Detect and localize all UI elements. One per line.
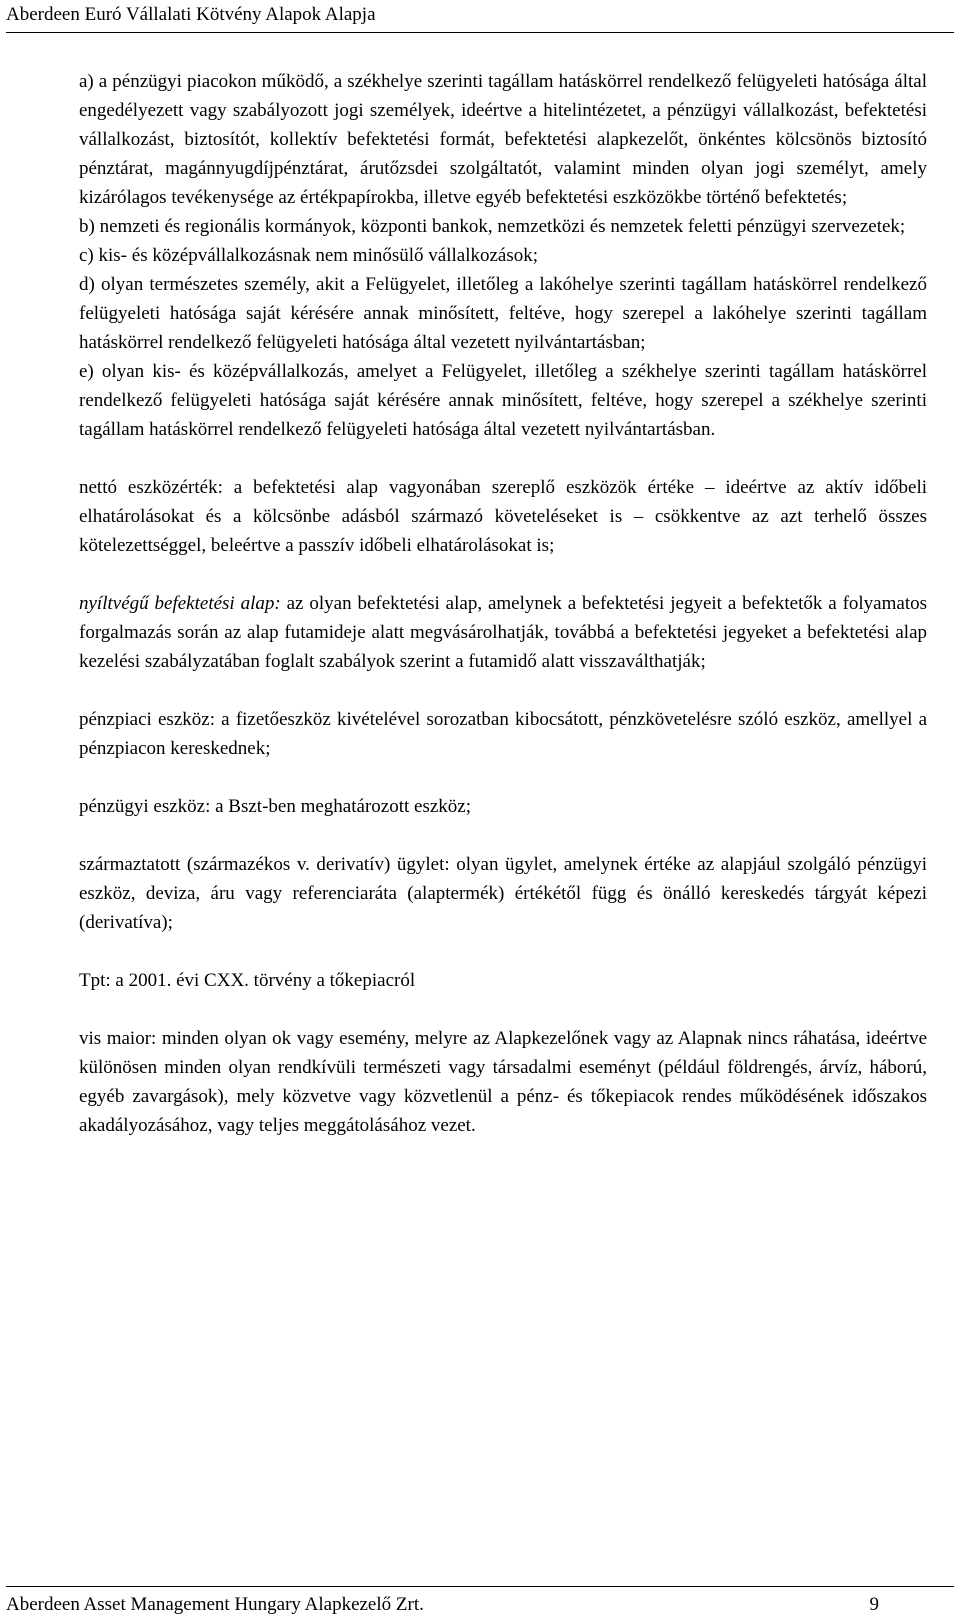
- page-header: [6, 0, 954, 33]
- definition-penzugyi-eszkoz: pénzügyi eszköz: a Bszt-ben meghatározott eszköz;: [79, 796, 471, 817]
- list-item-c: c) kis- és középvállalkozásnak nem minősülő vállalkozások;: [79, 245, 539, 266]
- definition-text: az olyan befektetési alap, amelynek a befektetési jegyeit a befektetők a folyamatos forgalmazás során az alap futamideje alatt megvásárolhatják, továbbá a befektetési jegyeket a befektetési alap kezelési szabályzatában foglalt szabályok szerint a futamidő alatt visszaválthatják;: [79, 593, 927, 672]
- list-item-d: d) olyan természetes személy, akit a Felügyelet, illetőleg a lakóhelye szerinti tagállam hatáskörrel rendelkező felügyeleti hatósága saját kérésére annak minősített, feltéve, hogy szerepel a lakóhelye szerinti tagállam hatáskörrel rendelkező felügyeleti hatósága által vezetett nyilvántartásban;: [79, 274, 927, 353]
- definition-nyiltvegu-alap: [79, 589, 927, 676]
- definition-tpt: Tpt: a 2001. évi CXX. törvény a tőkepiacról: [79, 970, 416, 991]
- definition-szarmaztatott-ugylet: származtatott (származékos v. derivatív) ügylet: olyan ügylet, amelynek értéke az alapjául szolgáló pénzügyi eszköz, deviza, áru vagy referenciaráta (alaptermék) értékétől függ és önálló kereskedés tárgyát képezi (derivatíva);: [79, 854, 927, 933]
- page-number: 9: [869, 1594, 879, 1615]
- definition-penzpiaci-eszkoz: pénzpiaci eszköz: a fizetőeszköz kivételével sorozatban kibocsátott, pénzkövetelésre szóló eszköz, amellyel a pénzpiacon kereskednek;: [79, 709, 927, 759]
- definition-vis-maior: vis maior: minden olyan ok vagy esemény, melyre az Alapkezelőnek vagy az Alapnak nincs ráhatása, ideértve különösen minden olyan rendkívüli természeti vagy társadalmi eseményt (például földrengés, árvíz, háború, egyéb zavargások), mely közvetve vagy közvetlenül a pénz- és tőkepiacok rendes működésének időszakos akadályozásához, vagy teljes meggátolásához vezet.: [79, 1028, 927, 1136]
- footer-company: Aberdeen Asset Management Hungary Alapkezelő Zrt.: [6, 1594, 424, 1615]
- page-footer: [6, 1586, 954, 1619]
- definition-term: nyíltvégű befektetési alap:: [79, 593, 281, 614]
- header-title: Aberdeen Euró Vállalati Kötvény Alapok Alapja: [6, 4, 376, 25]
- list-item-a: a) a pénzügyi piacokon működő, a székhelye szerinti tagállam hatáskörrel rendelkező felügyeleti hatósága által engedélyezett vagy szabályozott jogi személyek, ideértve a hitelintézetet, a pénzügyi vállalkozást, befektetési vállalkozást, biztosítót, kollektív befektetési formát, befektetési alapkezelőt, önkéntes kölcsönös biztosító pénztárat, magánnyugdíjpénztárat, árutőzsdei szolgáltatót, valamint minden olyan jogi személyt, amely kizárólagos tevékenysége az értékpapírokba, illetve egyéb befektetési eszközökbe történő befektetés;: [79, 71, 927, 208]
- list-item-e: e) olyan kis- és középvállalkozás, amelyet a Felügyelet, illetőleg a székhelye szerinti tagállam hatáskörrel rendelkező felügyeleti hatósága saját kérésére annak minősített, feltéve, hogy szerepel a székhelye szerinti tagállam hatáskörrel rendelkező felügyeleti hatósága által vezetett nyilvántartásban.: [79, 361, 927, 440]
- list-item-b: b) nemzeti és regionális kormányok, központi bankok, nemzetközi és nemzetek feletti pénzügyi szervezetek;: [79, 216, 906, 237]
- document-body: [79, 67, 927, 1140]
- definition-netto-eszkozertek: nettó eszközérték: a befektetési alap vagyonában szereplő eszközök értéke – ideértve az aktív időbeli elhatárolásokat és a kölcsönbe adásból származó követeléseket is – csökkentve az azt terhelő összes kötelezettséggel, beleértve a passzív időbeli elhatárolásokat is;: [79, 477, 927, 556]
